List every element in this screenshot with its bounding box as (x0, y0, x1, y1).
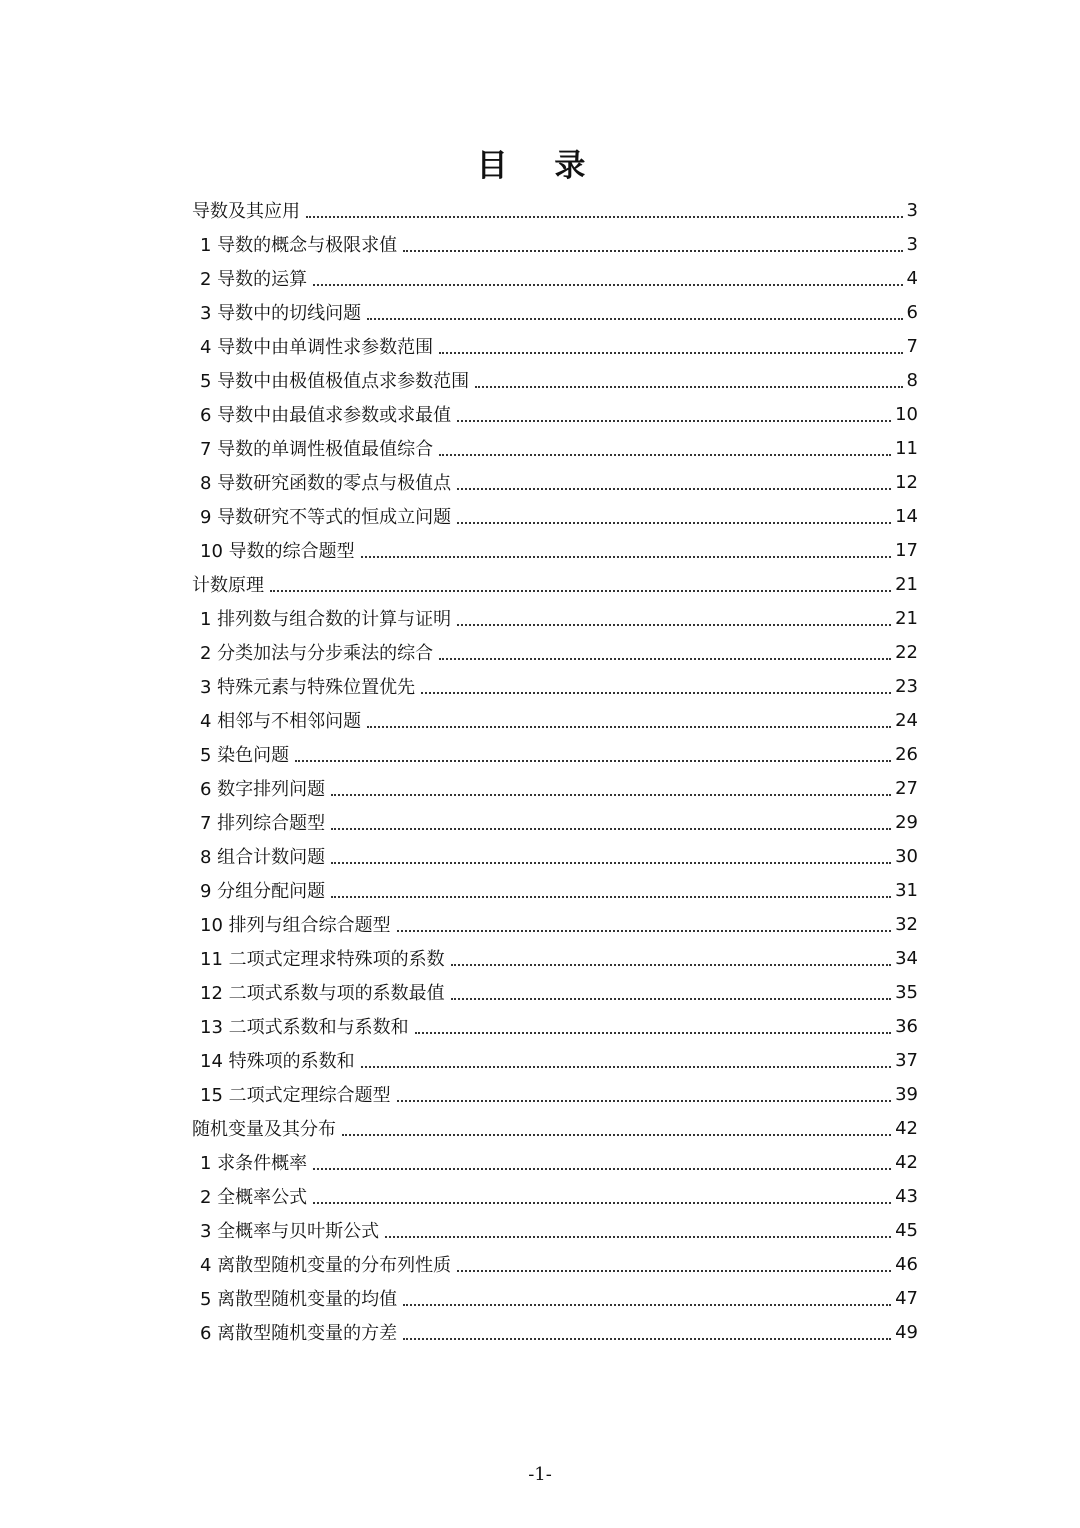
toc-page-number: 23 (895, 675, 918, 697)
toc-entry-title: 1 排列数与组合数的计算与证明 (200, 609, 452, 630)
toc-entry-title: 2 分类加法与分步乘法的综合 (200, 643, 434, 664)
toc-entry-title: 6 数字排列问题 (200, 779, 326, 800)
toc-page-number: 6 (906, 301, 918, 323)
toc-dot-leader (457, 1252, 891, 1272)
toc-item-entry[interactable] (0, 669, 918, 703)
toc-entry-title: 1 导数的概念与极限求值 (200, 235, 398, 256)
toc-page-number: 42 (895, 1117, 918, 1139)
toc-dot-leader (270, 572, 891, 592)
toc-entry-title: 15 二项式定理综合题型 (200, 1085, 391, 1106)
toc-page-number: 12 (895, 471, 918, 493)
toc-page-number: 4 (906, 267, 918, 289)
toc-page-number: 30 (895, 845, 918, 867)
toc-entry-title: 导数及其应用 (192, 201, 300, 222)
toc-item-entry[interactable] (0, 1077, 918, 1111)
toc-dot-leader (403, 1320, 891, 1340)
toc-page-number: 31 (895, 879, 918, 901)
toc-page-number: 10 (895, 403, 918, 425)
table-of-contents (0, 193, 1080, 1349)
toc-entry-title: 3 导数中的切线问题 (200, 303, 362, 324)
toc-entry-title: 7 导数的单调性极值最值综合 (200, 439, 434, 460)
toc-dot-leader (439, 436, 891, 456)
toc-entry-title: 8 组合计数问题 (200, 847, 326, 868)
toc-dot-leader (397, 912, 891, 932)
toc-item-entry[interactable] (0, 975, 918, 1009)
toc-page-number: 46 (895, 1253, 918, 1275)
toc-entry-title: 10 导数的综合题型 (200, 541, 355, 562)
toc-dot-leader (457, 504, 891, 524)
toc-dot-leader (306, 198, 903, 218)
toc-entry-title: 6 导数中由最值求参数或求最值 (200, 405, 452, 426)
toc-item-entry[interactable] (0, 533, 918, 567)
toc-item-entry[interactable] (0, 1145, 918, 1179)
toc-entry-title: 1 求条件概率 (200, 1153, 308, 1174)
toc-dot-leader (457, 470, 891, 490)
toc-page-number: 39 (895, 1083, 918, 1105)
toc-dot-leader (451, 946, 891, 966)
toc-item-entry[interactable] (0, 397, 918, 431)
toc-dot-leader (451, 980, 891, 1000)
toc-page-number: 49 (895, 1321, 918, 1343)
toc-dot-leader (295, 742, 891, 762)
toc-entry-title: 10 排列与组合综合题型 (200, 915, 391, 936)
toc-entry-title: 2 导数的运算 (200, 269, 308, 290)
toc-item-entry[interactable] (0, 907, 918, 941)
toc-page-number: 7 (906, 335, 918, 357)
toc-section-entry[interactable] (0, 567, 918, 601)
toc-page-number: 36 (895, 1015, 918, 1037)
toc-entry-title: 3 全概率与贝叶斯公式 (200, 1221, 380, 1242)
toc-dot-leader (361, 1048, 891, 1068)
toc-entry-title: 6 离散型随机变量的方差 (200, 1323, 398, 1344)
toc-item-entry[interactable] (0, 465, 918, 499)
toc-entry-title: 4 离散型随机变量的分布列性质 (200, 1255, 452, 1276)
toc-page-number: 14 (895, 505, 918, 527)
toc-page-number: 17 (895, 539, 918, 561)
toc-item-entry[interactable] (0, 873, 918, 907)
toc-item-entry[interactable] (0, 295, 918, 329)
toc-page-number: 21 (895, 607, 918, 629)
toc-item-entry[interactable] (0, 329, 918, 363)
toc-entry-title: 5 离散型随机变量的均值 (200, 1289, 398, 1310)
toc-page-number: 43 (895, 1185, 918, 1207)
toc-page-number: 24 (895, 709, 918, 731)
toc-item-entry[interactable] (0, 839, 918, 873)
toc-dot-leader (439, 334, 902, 354)
toc-dot-leader (403, 232, 902, 252)
toc-page-number: 27 (895, 777, 918, 799)
toc-page-number: 8 (906, 369, 918, 391)
toc-dot-leader (367, 300, 902, 320)
toc-dot-leader (342, 1116, 891, 1136)
toc-dot-leader (397, 1082, 891, 1102)
toc-dot-leader (421, 674, 891, 694)
toc-page-number: 26 (895, 743, 918, 765)
toc-page-number: 3 (906, 199, 918, 221)
page-number-footer: -1- (528, 1464, 552, 1485)
toc-entry-title: 12 二项式系数与项的系数最值 (200, 983, 445, 1004)
toc-dot-leader (415, 1014, 891, 1034)
toc-item-entry[interactable] (0, 941, 918, 975)
toc-item-entry[interactable] (0, 1315, 918, 1349)
toc-item-entry[interactable] (0, 635, 918, 669)
toc-dot-leader (457, 402, 891, 422)
toc-entry-title: 5 染色问题 (200, 745, 290, 766)
toc-item-entry[interactable] (0, 431, 918, 465)
toc-entry-title: 11 二项式定理求特殊项的系数 (200, 949, 445, 970)
toc-item-entry[interactable] (0, 703, 918, 737)
toc-dot-leader (361, 538, 891, 558)
toc-section-entry[interactable] (0, 1111, 918, 1145)
toc-page-number: 21 (895, 573, 918, 595)
toc-item-entry[interactable] (0, 261, 918, 295)
toc-entry-title: 2 全概率公式 (200, 1187, 308, 1208)
toc-item-entry[interactable] (0, 1213, 918, 1247)
toc-section-entry[interactable] (0, 193, 918, 227)
toc-item-entry[interactable] (0, 227, 918, 261)
toc-entry-title: 计数原理 (192, 575, 264, 596)
toc-page-number: 42 (895, 1151, 918, 1173)
toc-item-entry[interactable] (0, 1281, 918, 1315)
toc-page-number: 45 (895, 1219, 918, 1241)
toc-entry-title: 14 特殊项的系数和 (200, 1051, 355, 1072)
toc-item-entry[interactable] (0, 737, 918, 771)
toc-page-number: 11 (895, 437, 918, 459)
toc-item-entry[interactable] (0, 499, 918, 533)
toc-dot-leader (313, 1184, 891, 1204)
toc-dot-leader (331, 776, 891, 796)
toc-item-entry[interactable] (0, 805, 918, 839)
toc-entry-title: 13 二项式系数和与系数和 (200, 1017, 409, 1038)
toc-page-number: 29 (895, 811, 918, 833)
toc-entry-title: 8 导数研究函数的零点与极值点 (200, 473, 452, 494)
toc-item-entry[interactable] (0, 363, 918, 397)
toc-dot-leader (439, 640, 891, 660)
toc-page-number: 22 (895, 641, 918, 663)
toc-dot-leader (331, 878, 891, 898)
toc-entry-title: 5 导数中由极值极值点求参数范围 (200, 371, 470, 392)
toc-item-entry[interactable] (0, 1179, 918, 1213)
toc-item-entry[interactable] (0, 601, 918, 635)
toc-page-number: 32 (895, 913, 918, 935)
toc-item-entry[interactable] (0, 1247, 918, 1281)
toc-entry-title: 3 特殊元素与特殊位置优先 (200, 677, 416, 698)
toc-page-number: 47 (895, 1287, 918, 1309)
toc-entry-title: 随机变量及其分布 (192, 1119, 336, 1140)
toc-dot-leader (331, 844, 891, 864)
toc-page-number: 35 (895, 981, 918, 1003)
toc-entry-title: 4 导数中由单调性求参数范围 (200, 337, 434, 358)
toc-entry-title: 9 导数研究不等式的恒成立问题 (200, 507, 452, 528)
toc-page-number: 3 (906, 233, 918, 255)
toc-entry-title: 9 分组分配问题 (200, 881, 326, 902)
toc-dot-leader (475, 368, 902, 388)
toc-dot-leader (313, 1150, 891, 1170)
toc-dot-leader (403, 1286, 891, 1306)
toc-page-number: 34 (895, 947, 918, 969)
toc-dot-leader (367, 708, 891, 728)
toc-item-entry[interactable] (0, 1043, 918, 1077)
toc-dot-leader (313, 266, 902, 286)
toc-item-entry[interactable] (0, 1009, 918, 1043)
toc-entry-title: 4 相邻与不相邻问题 (200, 711, 362, 732)
toc-item-entry[interactable] (0, 771, 918, 805)
toc-dot-leader (331, 810, 891, 830)
toc-entry-title: 7 排列综合题型 (200, 813, 326, 834)
toc-page-number: 37 (895, 1049, 918, 1071)
toc-dot-leader (457, 606, 891, 626)
toc-dot-leader (385, 1218, 891, 1238)
page-title: 目 录 (476, 148, 604, 184)
